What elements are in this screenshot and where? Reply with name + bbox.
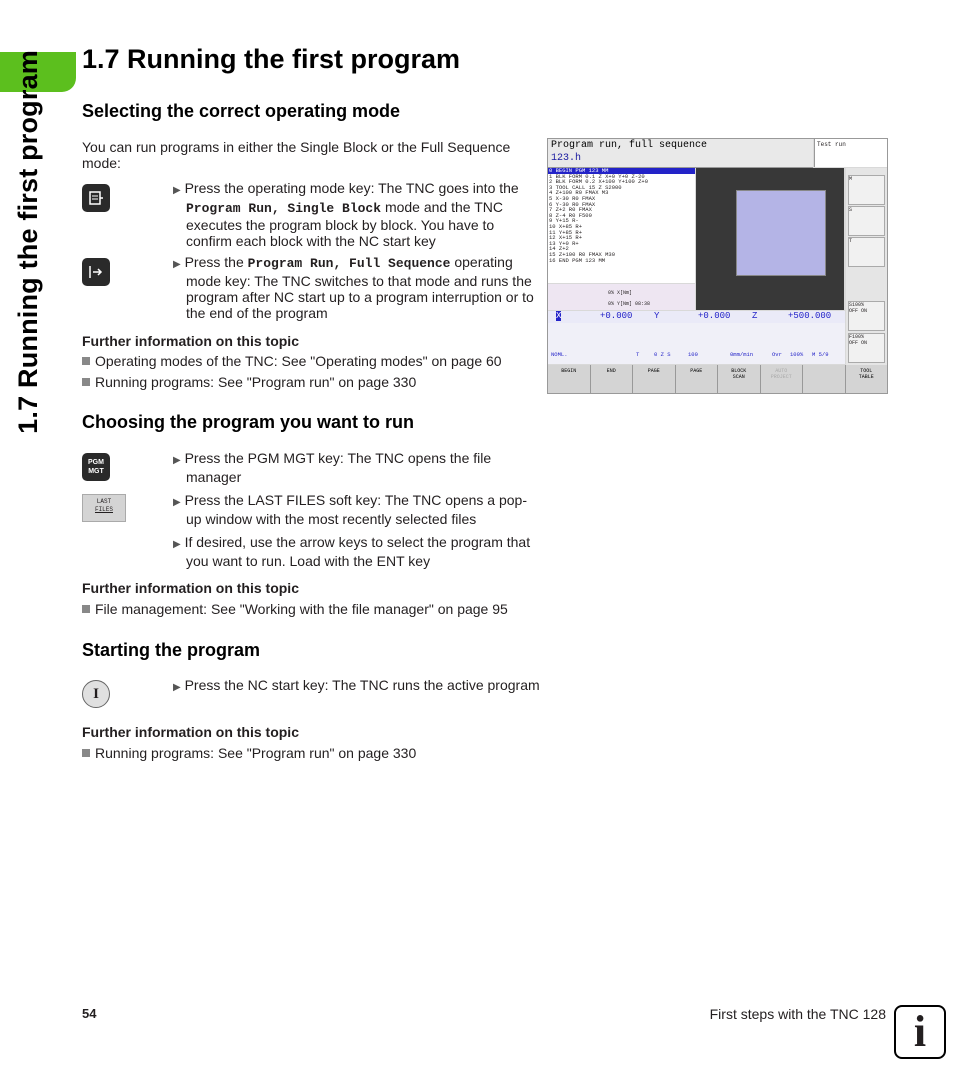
heading-choose-program: Choosing the program you want to run <box>82 412 414 432</box>
softkey: BLOCK SCAN <box>718 365 760 393</box>
tnc-screen-screenshot <box>547 138 888 394</box>
footer-text: First steps with the TNC 128 <box>709 1006 886 1022</box>
list-item: Running programs: See "Program run" on page 330 <box>82 374 416 390</box>
softkey <box>803 365 845 393</box>
program-line: 12 X+15 R+ <box>549 234 583 242</box>
further-info-label: Further information on this topic <box>82 580 299 596</box>
heading-start-program: Starting the program <box>82 640 261 660</box>
further-info-label: Further information on this topic <box>82 333 299 349</box>
program-line: 5 X-30 R0 FMAX <box>549 194 596 202</box>
step-single-block: ▶ Press the operating mode key: The TNC goes into the Program Run, Single Block mode and the TNC executes the program block by block. You have to confirm each block with the NC start key <box>173 180 519 249</box>
softkey: AUTO PROJECT <box>761 365 803 393</box>
screen-info-row: NOML. T 0 Z S 100 0mm/min Ovr 100% M 5/9 <box>548 323 845 364</box>
softkey: PAGE <box>633 365 675 393</box>
step-full-sequence: ▶ Press the Program Run, Full Sequence operating mode key: The TNC switches to that mode and runs the program after NC start up to a program interruption or to the end of the program <box>173 254 534 321</box>
step-last-files: ▶ Press the LAST FILES soft key: The TNC opens a pop-up window with the most recently selected files <box>173 492 527 527</box>
pgm-mgt-key-icon: PGM MGT <box>82 453 110 481</box>
page-title: 1.7 Running the first program <box>82 44 461 74</box>
page-number: 54 <box>82 1006 97 1021</box>
screen-side-panel: M S T S100% OFF ON F100% OFF ON <box>846 168 887 393</box>
list-item: Operating modes of the TNC: See "Operating modes" on page 60 <box>82 353 502 369</box>
program-line: 16 END PGM 123 MM <box>549 256 606 264</box>
nc-start-key-icon: I <box>82 680 110 708</box>
program-line: 13 Y+0 R+ <box>549 239 579 247</box>
program-line: 3 TOOL CALL 15 Z S2000 <box>549 183 622 191</box>
list-item: File management: See "Working with the file manager" on page 95 <box>82 601 508 617</box>
side-chapter-label: 1.7 Running the first program <box>13 50 43 434</box>
further-info-label: Further information on this topic <box>82 724 299 740</box>
intro-text: You can run programs in either the Single Block or the Full Sequence mode: <box>82 139 511 171</box>
single-block-key-icon <box>82 184 110 212</box>
program-line: 7 Z+2 R0 FMAX <box>549 206 592 214</box>
heading-operating-mode: Selecting the correct operating mode <box>82 101 401 121</box>
program-line: 10 X+85 R+ <box>549 222 583 230</box>
last-files-softkey-icon: LAST FILES <box>82 494 126 522</box>
softkey: BEGIN <box>548 365 590 393</box>
program-line: 1 BLK FORM 0.1 Z X+0 Y+0 Z-20 <box>549 172 645 180</box>
position-display: X +0.000 Y +0.000 Z +500.000 <box>548 311 845 323</box>
step-nc-start: ▶ Press the NC start key: The TNC runs the active program <box>173 677 540 693</box>
screen-test-run: Test run <box>814 139 887 167</box>
screen-header: Program run, full sequence 123.h <box>548 139 813 168</box>
list-item: Running programs: See "Program run" on page 330 <box>82 745 416 761</box>
program-line: 11 Y+85 R+ <box>549 228 583 236</box>
program-line: 15 Z+100 R0 FMAX M30 <box>549 250 616 258</box>
softkey-row <box>548 365 887 393</box>
full-sequence-key-icon <box>82 258 110 286</box>
workpiece-graphic <box>696 168 844 310</box>
softkey: END <box>591 365 633 393</box>
step-arrow-keys: ▶ If desired, use the arrow keys to select the program that you want to run. Load with the ENT key <box>173 534 531 569</box>
program-line: 8 Z-4 R0 F500 <box>549 211 592 219</box>
program-line: 2 BLK FORM 0.2 X+100 Y+100 Z+0 <box>549 178 649 186</box>
softkey: TOOL TABLE <box>846 365 888 393</box>
program-line: 9 Y+15 R- <box>549 217 579 225</box>
step-pgm-mgt: ▶ Press the PGM MGT key: The TNC opens the file manager <box>173 450 492 485</box>
program-line: 14 Z+2 <box>549 245 569 253</box>
screen-status: 0% X[Nm] 0% Y[Nm] 08:38 <box>548 284 695 310</box>
program-line: 6 Y-30 R0 FMAX <box>549 200 596 208</box>
program-line: 0 BEGIN PGM 123 MM <box>548 168 695 174</box>
info-icon: i <box>894 1005 946 1059</box>
softkey: PAGE <box>676 365 718 393</box>
program-listing <box>548 168 695 283</box>
program-line: 4 Z+100 R0 FMAX M3 <box>549 189 609 197</box>
